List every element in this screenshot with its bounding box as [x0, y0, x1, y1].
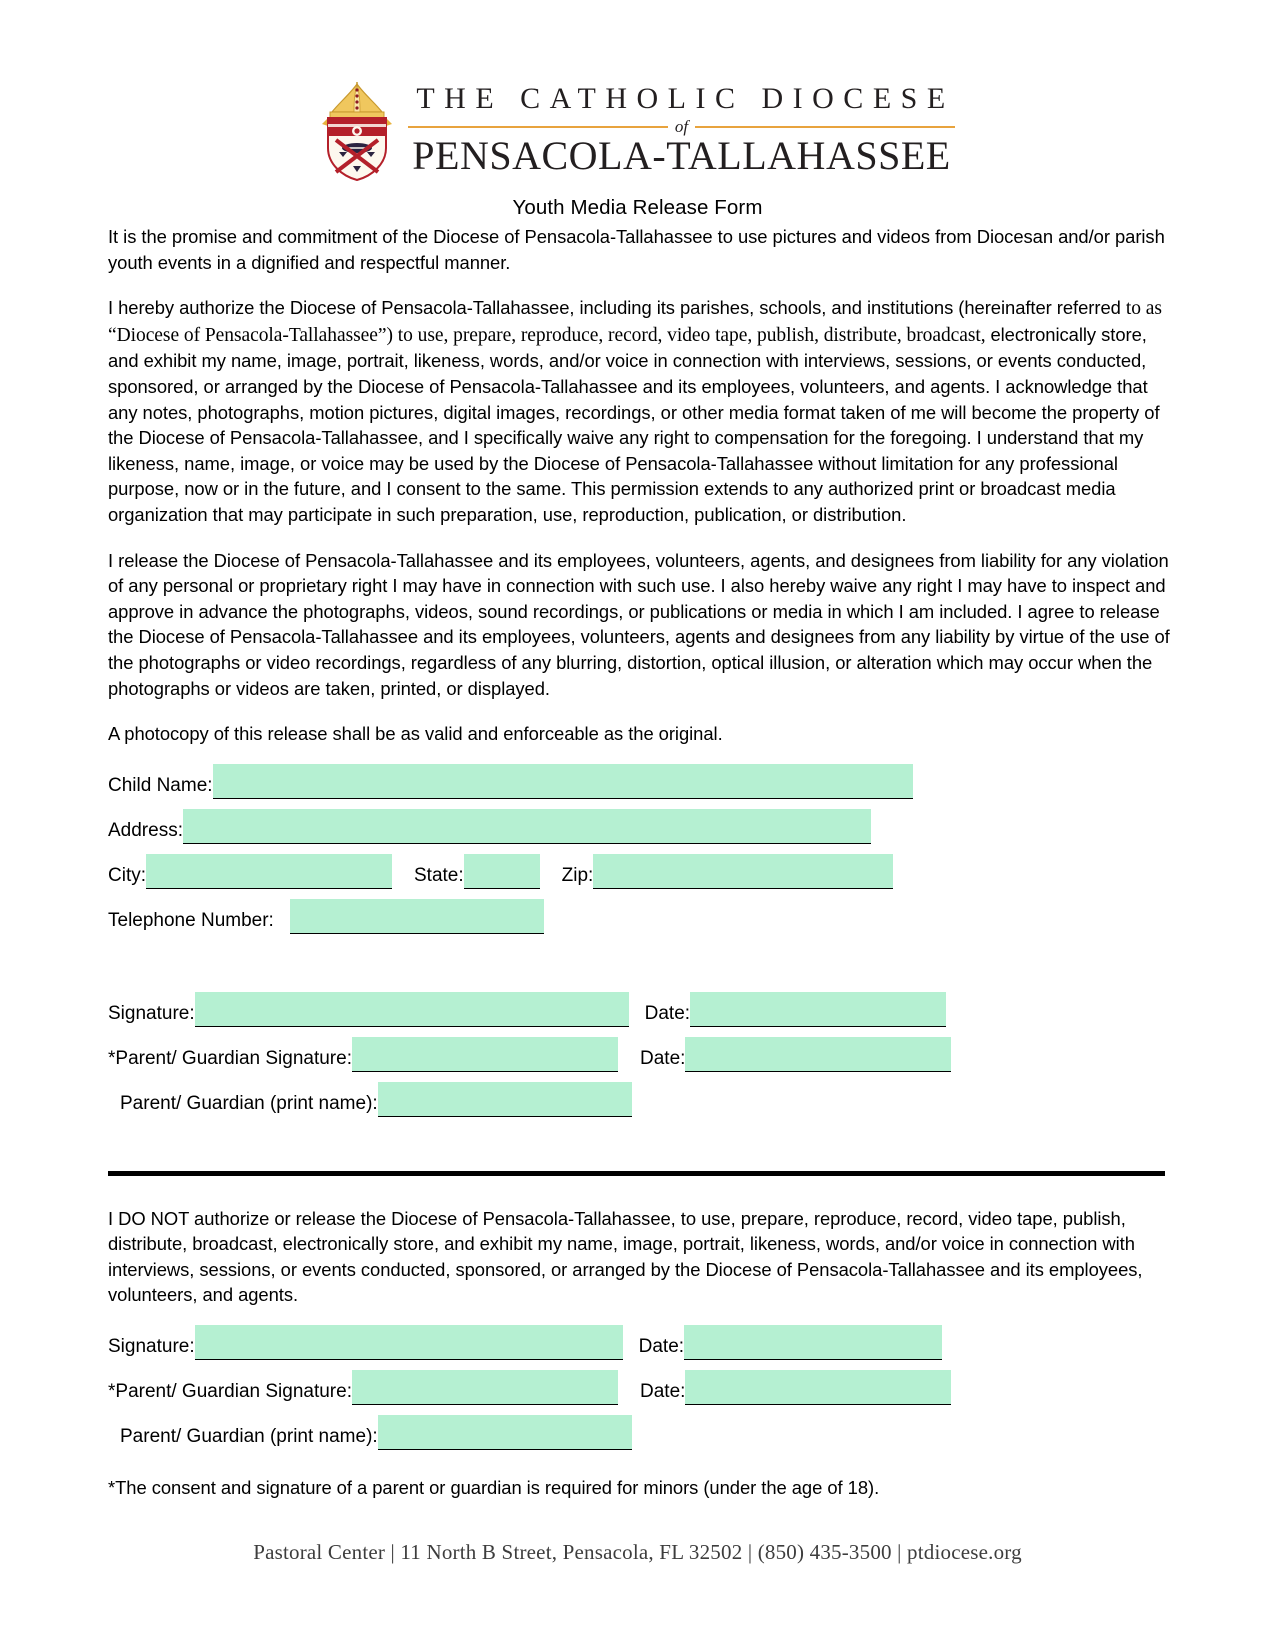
consent-parent-print-label: Parent/ Guardian (print name): [120, 1092, 378, 1114]
telephone-value [290, 899, 544, 933]
zip-value [593, 854, 893, 888]
address-label: Address: [108, 819, 183, 841]
wordmark [408, 84, 954, 176]
document-content [0, 224, 1275, 1501]
paragraph-intro: It is the promise and commitment of the Diocese of Pensacola-Tallahassee to use pictures and videos from Diocesan and/or parish youth events in a dignified and respectful manner. [108, 226, 1165, 273]
authorize-text-part1: I hereby authorize the Diocese of Pensacola-Tallahassee, including its parishes, schools, and institutions (hereinafter referred [108, 297, 1126, 319]
address-input[interactable] [183, 810, 871, 844]
refuse-date-input[interactable] [684, 1326, 942, 1360]
paragraph-photocopy: A photocopy of this release shall be as valid and enforceable as the original. [108, 723, 723, 745]
field-row-consent-parent-signature [108, 1038, 1170, 1072]
field-row-refuse-parent-print [108, 1416, 1170, 1450]
field-row-city-state-zip [108, 855, 1170, 889]
field-row-consent-signature [108, 993, 1170, 1027]
refuse-parent-signature-input[interactable] [352, 1371, 618, 1405]
field-row-address [108, 810, 1170, 844]
refuse-parent-print-label: Parent/ Guardian (print name): [120, 1426, 378, 1448]
city-value [146, 854, 392, 888]
refuse-parent-print-value [378, 1415, 632, 1449]
spacer-before-minor-note [108, 1461, 1170, 1475]
zip-label: Zip: [561, 864, 594, 886]
field-row-telephone [108, 900, 1170, 934]
refuse-parent-signature-label: *Parent/ Guardian Signature: [108, 1381, 352, 1403]
consent-parent-signature-label: *Parent/ Guardian Signature: [108, 1047, 352, 1069]
city-input[interactable] [146, 855, 392, 889]
address-value [183, 809, 871, 843]
refuse-date-label: Date: [638, 1336, 685, 1358]
field-row-child-name [108, 765, 1170, 799]
paragraph-authorize [108, 295, 1170, 527]
state-input[interactable] [464, 855, 540, 889]
refuse-date-value [684, 1325, 942, 1359]
child-name-input[interactable] [213, 765, 913, 799]
document-header [0, 0, 1275, 182]
refuse-parent-date-label: Date: [640, 1381, 686, 1403]
consent-parent-print-input[interactable] [378, 1083, 632, 1117]
consent-parent-date-label: Date: [640, 1047, 686, 1069]
field-row-consent-parent-print [108, 1083, 1170, 1117]
org-name-line2: PENSACOLA-TALLAHASSEE [412, 133, 951, 178]
paragraph-release: I release the Diocese of Pensacola-Tallahassee and its employees, volunteers, agents, and designees from liability for any violation of any personal or proprietary right I may have in connection with such use. I also hereby waive any right I may have to inspect and approve in advance the photographs, videos, sound recordings, or publications or media in which I am included. I agree to release the Diocese of Pensacola-Tallahassee and its employees, volunteers, agents and designees from any liability by virtue of the use of the photographs or video recordings, regardless of any blurring, distortion, optical illusion, or alteration which may occur when the photographs or videos are taken, printed, or displayed. [108, 549, 1170, 699]
rule-right [695, 126, 955, 128]
org-name-line1: THE CATHOLIC DIOCESE [416, 82, 955, 115]
consent-parent-signature-input[interactable] [352, 1038, 618, 1072]
refuse-signature-value [195, 1325, 623, 1359]
consent-date-input[interactable] [690, 993, 946, 1027]
city-label: City: [108, 864, 146, 886]
consent-parent-signature-value [352, 1037, 618, 1071]
zip-input[interactable] [593, 855, 893, 889]
consent-parent-date-value [685, 1037, 951, 1071]
crest-icon [320, 78, 394, 182]
rule-left [408, 126, 668, 128]
consent-date-value [690, 992, 946, 1026]
refuse-signature-label: Signature: [108, 1336, 195, 1358]
paragraph-do-not-authorize: I DO NOT authorize or release the Diocese of Pensacola-Tallahassee, to use, prepare, reproduce, record, video tape, publish, distribute, broadcast, electronically store, and exhibit my name, image, portrait, likeness, words, and/or voice in connection with interviews, sessions, or events conducted, sponsored, or arranged by the Diocese of Pensacola-Tallahassee and its employees, volunteers, and agents. [108, 1207, 1143, 1306]
footer-contact-info: Pastoral Center | 11 North B Street, Pensacola, FL 32502 | (850) 435-3500 | ptdiocese.org [253, 1540, 1022, 1564]
state-label: State: [414, 864, 464, 886]
refuse-parent-print-input[interactable] [378, 1416, 632, 1450]
field-row-refuse-parent-signature [108, 1371, 1170, 1405]
diocese-logo [320, 78, 954, 182]
telephone-label: Telephone Number: [108, 909, 274, 931]
authorize-text-serif: to as “Diocese of Pensacola-Tallahassee”) to use, prepare, reproduce, record, video tape, publish, distribute, broadcast, [108, 298, 1162, 346]
refuse-parent-date-value [685, 1370, 951, 1404]
consent-signature-input[interactable] [195, 993, 629, 1027]
child-name-value [213, 764, 913, 798]
state-value [464, 854, 540, 888]
consent-signature-value [195, 992, 629, 1026]
refuse-parent-date-input[interactable] [685, 1371, 951, 1405]
refuse-signature-input[interactable] [195, 1326, 623, 1360]
consent-signature-label: Signature: [108, 1002, 195, 1024]
authorize-text-part2: electronically store, and exhibit my name, image, portrait, likeness, words, and/or voice in connection with interviews, sessions, or events conducted, sponsored, or arranged by the Diocese of Pensacola-Tallahassee and its employees, volunteers, and agents. I acknowledge that any notes, photographs, motion pictures, digital images, recordings, or other media format taken of me will become the property of the Diocese of Pensacola-Tallahassee, and I specifically waive any right to compensation for the foregoing. I understand that my likeness, name, image, or voice may be used by the Diocese of Pensacola-Tallahassee without limitation for any professional purpose, now or in the future, and I consent to the same. This permission extends to any authorized print or broadcast media organization that may participate in such preparation, use, reproduction, publication, or distribution. [108, 323, 1160, 525]
field-row-refuse-signature [108, 1326, 1170, 1360]
refuse-parent-signature-value [352, 1370, 618, 1404]
telephone-input[interactable] [290, 900, 544, 934]
consent-parent-date-input[interactable] [685, 1038, 951, 1072]
child-name-label: Child Name: [108, 774, 213, 796]
org-name-of: of [674, 117, 689, 136]
consent-parent-print-value [378, 1082, 632, 1116]
section-divider [108, 1171, 1165, 1176]
spacer-before-consent-signatures [108, 945, 1170, 993]
page-title: Youth Media Release Form [512, 196, 763, 219]
paragraph-minor-note: *The consent and signature of a parent or guardian is required for minors (under the age of 18). [108, 1477, 880, 1499]
consent-date-label: Date: [644, 1002, 691, 1024]
